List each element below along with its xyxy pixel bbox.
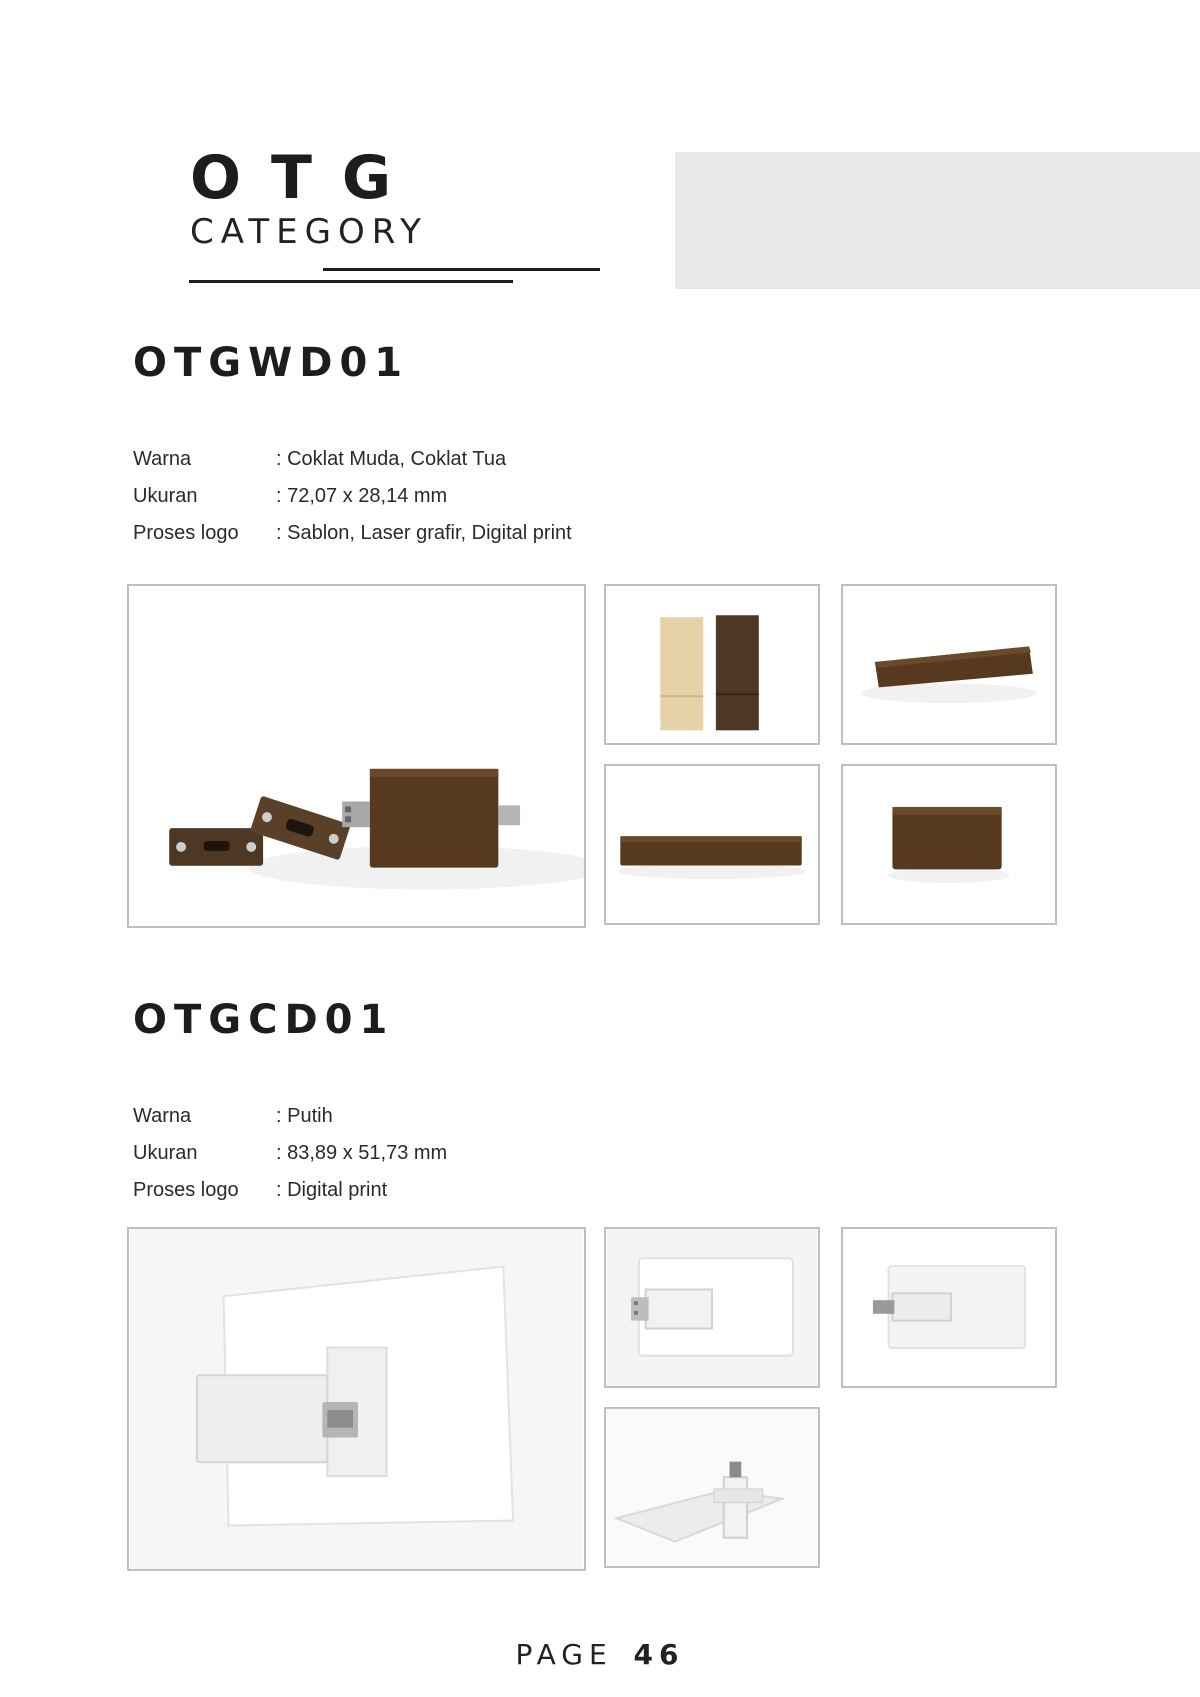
wooden-otg-colors-illustration — [606, 586, 818, 743]
product-code: OTGCD01 — [133, 997, 395, 1043]
product-code: OTGWD01 — [133, 340, 410, 386]
wooden-otg-angle-illustration — [843, 586, 1055, 743]
spec-list — [133, 441, 833, 552]
spec-list — [133, 1098, 833, 1209]
spec-row-color — [133, 441, 833, 478]
wooden-otg-group-illustration — [129, 586, 584, 926]
spec-value: : 72,07 x 28,14 mm — [276, 485, 448, 507]
product-photo-thumb — [604, 764, 820, 925]
product-photo-main — [127, 1227, 586, 1571]
spec-label: Proses logo — [133, 522, 239, 544]
spec-value: : Sablon, Laser grafir, Digital print — [276, 522, 572, 544]
product-photo-main — [127, 584, 586, 928]
wooden-otg-side-illustration — [606, 766, 818, 923]
page-number-value: 46 — [633, 1638, 685, 1671]
spec-row-size — [133, 1135, 833, 1172]
spec-value: : 83,89 x 51,73 mm — [276, 1142, 448, 1164]
product-photo-thumb — [604, 1407, 820, 1568]
spec-label: Ukuran — [133, 485, 198, 507]
product-photo-thumb — [841, 764, 1057, 925]
category-subtitle: CATEGORY — [190, 212, 428, 252]
spec-row-logo-process — [133, 1172, 833, 1209]
spec-label: Ukuran — [133, 1142, 198, 1164]
page-number — [0, 1638, 1200, 1671]
product-photo-thumb — [841, 584, 1057, 745]
card-otg-back-illustration — [843, 1229, 1055, 1386]
page-label: PAGE — [515, 1638, 613, 1671]
product-photo-thumb — [841, 1227, 1057, 1388]
header-gray-panel — [675, 152, 1200, 289]
spec-value: : Putih — [276, 1105, 333, 1127]
spec-value: : Digital print — [276, 1179, 388, 1201]
spec-row-logo-process — [133, 515, 833, 552]
wooden-otg-end-illustration — [843, 766, 1055, 923]
spec-label: Warna — [133, 448, 192, 470]
card-otg-main-illustration — [129, 1229, 584, 1569]
spec-label: Warna — [133, 1105, 192, 1127]
spec-value: : Coklat Muda, Coklat Tua — [276, 448, 507, 470]
header-rule-upper — [323, 268, 600, 271]
spec-row-size — [133, 478, 833, 515]
spec-label: Proses logo — [133, 1179, 239, 1201]
header-rule-lower — [189, 280, 513, 283]
card-otg-open-illustration — [606, 1409, 818, 1566]
product-photo-thumb — [604, 1227, 820, 1388]
card-otg-front-illustration — [606, 1229, 818, 1386]
spec-row-color — [133, 1098, 833, 1135]
category-title: OTG — [190, 143, 422, 213]
product-photo-thumb — [604, 584, 820, 745]
